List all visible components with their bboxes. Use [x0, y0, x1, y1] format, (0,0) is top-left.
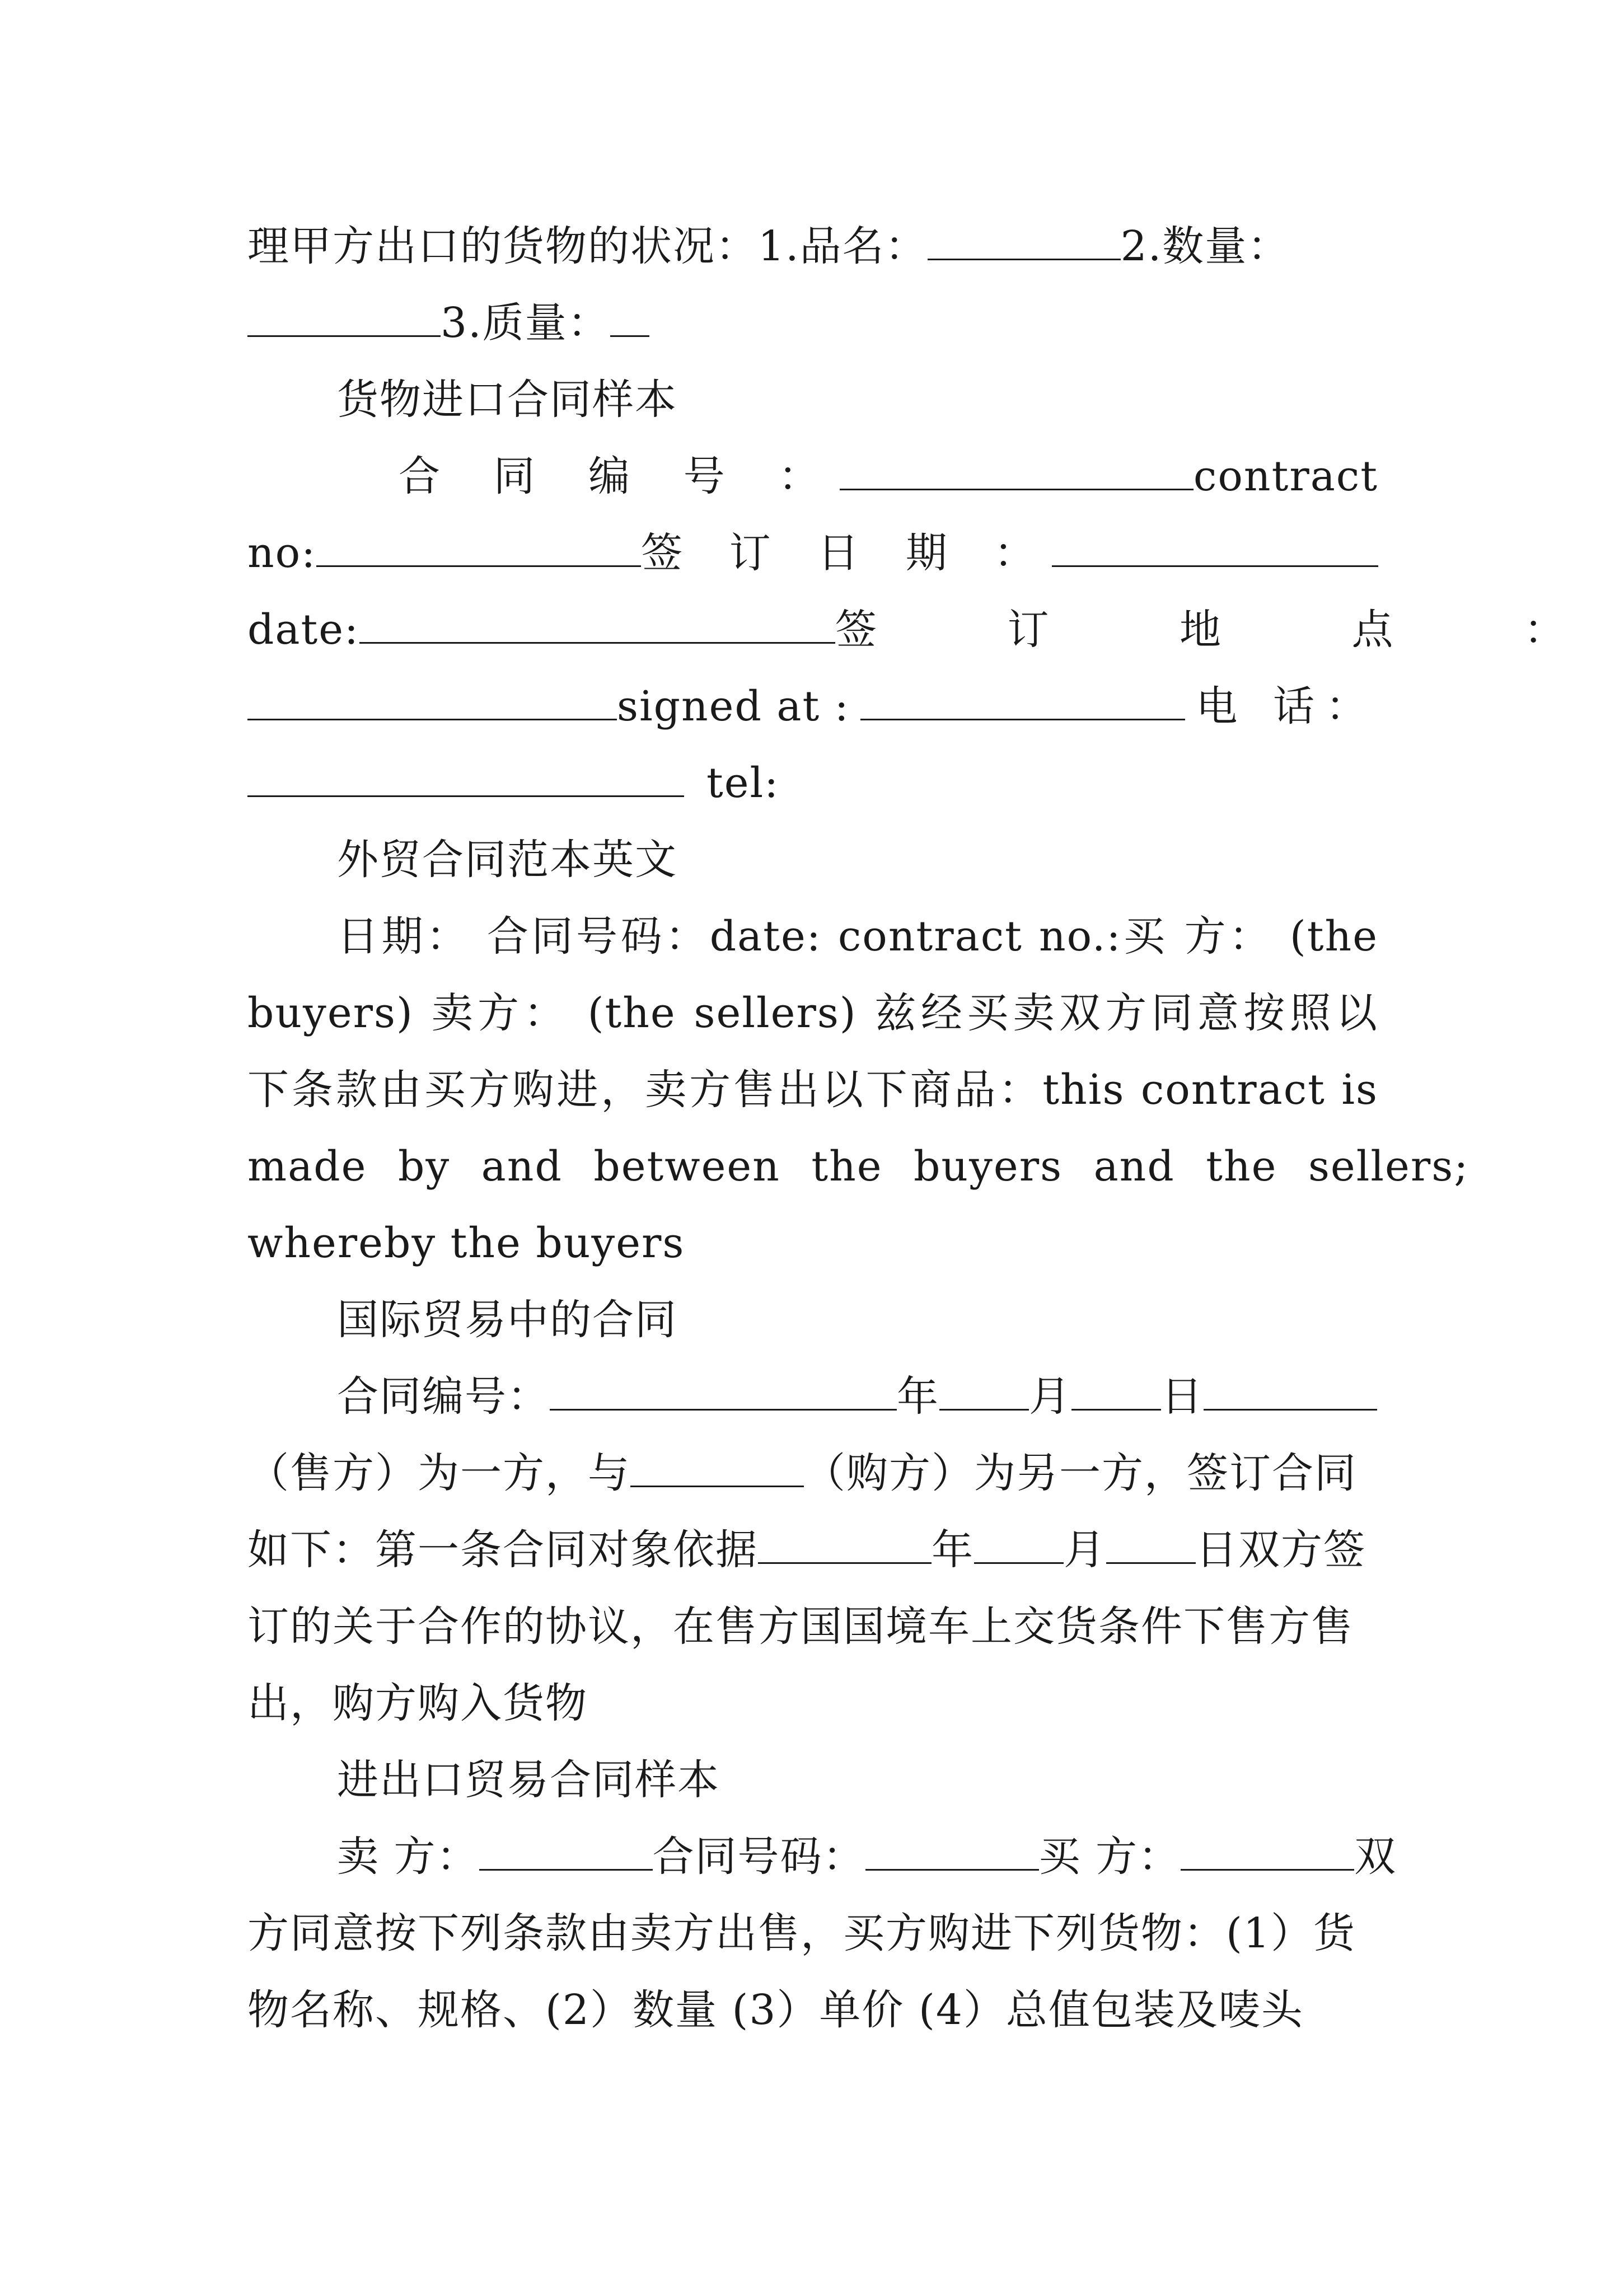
- text: 日: [1161, 1372, 1204, 1421]
- text: 卖 方：: [337, 1833, 479, 1881]
- paragraph-line: made by and between the buyers and the sellers;: [247, 1142, 1469, 1191]
- blank-field[interactable]: [247, 291, 441, 337]
- paragraph-line: [247, 1358, 1378, 1435]
- blank-field[interactable]: [1106, 1517, 1196, 1564]
- section-title: 国际贸易中的合同: [337, 1296, 677, 1344]
- text: 双: [1354, 1833, 1397, 1881]
- text: 月: [1064, 1526, 1106, 1574]
- text: 2.数量：: [1120, 222, 1290, 270]
- blank-field[interactable]: [247, 674, 617, 720]
- text: 3.质量：: [441, 299, 610, 347]
- text: 合同号码：: [652, 1833, 865, 1881]
- text: 理甲方出口的货物的状况：1.品名：: [247, 222, 928, 270]
- text: 买 方：: [1038, 1833, 1181, 1881]
- blank-field[interactable]: [479, 1824, 653, 1871]
- text: tel:: [706, 759, 780, 807]
- blank-field[interactable]: [1204, 1364, 1377, 1411]
- paragraph-line: [247, 1435, 1378, 1512]
- blank-field[interactable]: [630, 1441, 804, 1487]
- blank-field[interactable]: [1181, 1824, 1354, 1871]
- text: no:: [247, 529, 317, 577]
- paragraph-line: 订的关于合作的协议，在售方国国境车上交货条件下售方售: [247, 1603, 1354, 1651]
- paragraph-line: buyers) 卖方： (the sellers) 兹经买卖双方同意按照以: [247, 989, 1378, 1037]
- paragraph-line: 物名称、规格、(2）数量 (3）单价 (4）总值包装及唛头: [247, 1986, 1304, 2034]
- text: 合 同 编 号 ：: [399, 452, 840, 500]
- text: 如下：第一条合同对象依据: [247, 1526, 758, 1574]
- paragraph-line: whereby the buyers: [247, 1219, 685, 1267]
- paragraph-line: [247, 745, 1378, 822]
- paragraph-line: 方同意按下列条款由卖方出售，买方购进下列货物：(1）货: [247, 1909, 1356, 1957]
- paragraph-line: [247, 668, 1378, 745]
- section-title: 外贸合同范本英文: [337, 836, 677, 884]
- paragraph-line: 日期： 合同号码：date: contract no.:买 方： (the: [337, 912, 1378, 961]
- blank-field[interactable]: [974, 1517, 1064, 1564]
- blank-field[interactable]: [316, 521, 641, 567]
- paragraph-line: [247, 208, 1378, 285]
- section-title: 货物进口合同样本: [337, 376, 677, 424]
- text: 电 话：: [1196, 682, 1378, 730]
- text: 签 订 日 期 ：: [641, 529, 1052, 577]
- text: 日双方签: [1196, 1526, 1366, 1574]
- blank-field[interactable]: [1071, 1364, 1161, 1411]
- paragraph-line: [247, 1819, 1397, 1895]
- blank-field[interactable]: [939, 1364, 1029, 1411]
- section-title: 进出口贸易合同样本: [337, 1756, 720, 1804]
- blank-field[interactable]: [928, 214, 1121, 260]
- text: 月: [1029, 1372, 1071, 1421]
- paragraph-line: 下条款由买方购进，卖方售出以下商品：this contract is: [247, 1066, 1378, 1114]
- blank-field[interactable]: [550, 1364, 897, 1411]
- text: date:: [247, 606, 359, 654]
- text: signed at :: [617, 682, 850, 730]
- text: （售方）为一方，与: [247, 1449, 630, 1497]
- blank-field[interactable]: [758, 1517, 932, 1564]
- blank-field[interactable]: [840, 444, 1194, 490]
- document-body: [247, 208, 1624, 2049]
- blank-field[interactable]: [865, 1824, 1039, 1871]
- blank-field[interactable]: [860, 674, 1185, 720]
- text: 签 订 地 点 ：: [835, 606, 1624, 654]
- blank-field[interactable]: [610, 291, 649, 337]
- text: 合同编号：: [337, 1372, 550, 1421]
- paragraph-line: [247, 1512, 1378, 1589]
- blank-field[interactable]: [1052, 521, 1378, 567]
- paragraph-line: [247, 438, 1378, 515]
- paragraph-line: [247, 285, 1378, 362]
- blank-field[interactable]: [247, 751, 684, 797]
- text: contract: [1193, 452, 1378, 500]
- text: 年: [897, 1372, 939, 1421]
- text: （购方）为另一方，签订合同: [804, 1449, 1357, 1497]
- paragraph-line: 出，购方购入货物: [247, 1679, 588, 1727]
- blank-field[interactable]: [359, 597, 835, 644]
- paragraph-line: [247, 592, 1624, 668]
- text: 年: [932, 1526, 974, 1574]
- paragraph-line: [247, 515, 1378, 592]
